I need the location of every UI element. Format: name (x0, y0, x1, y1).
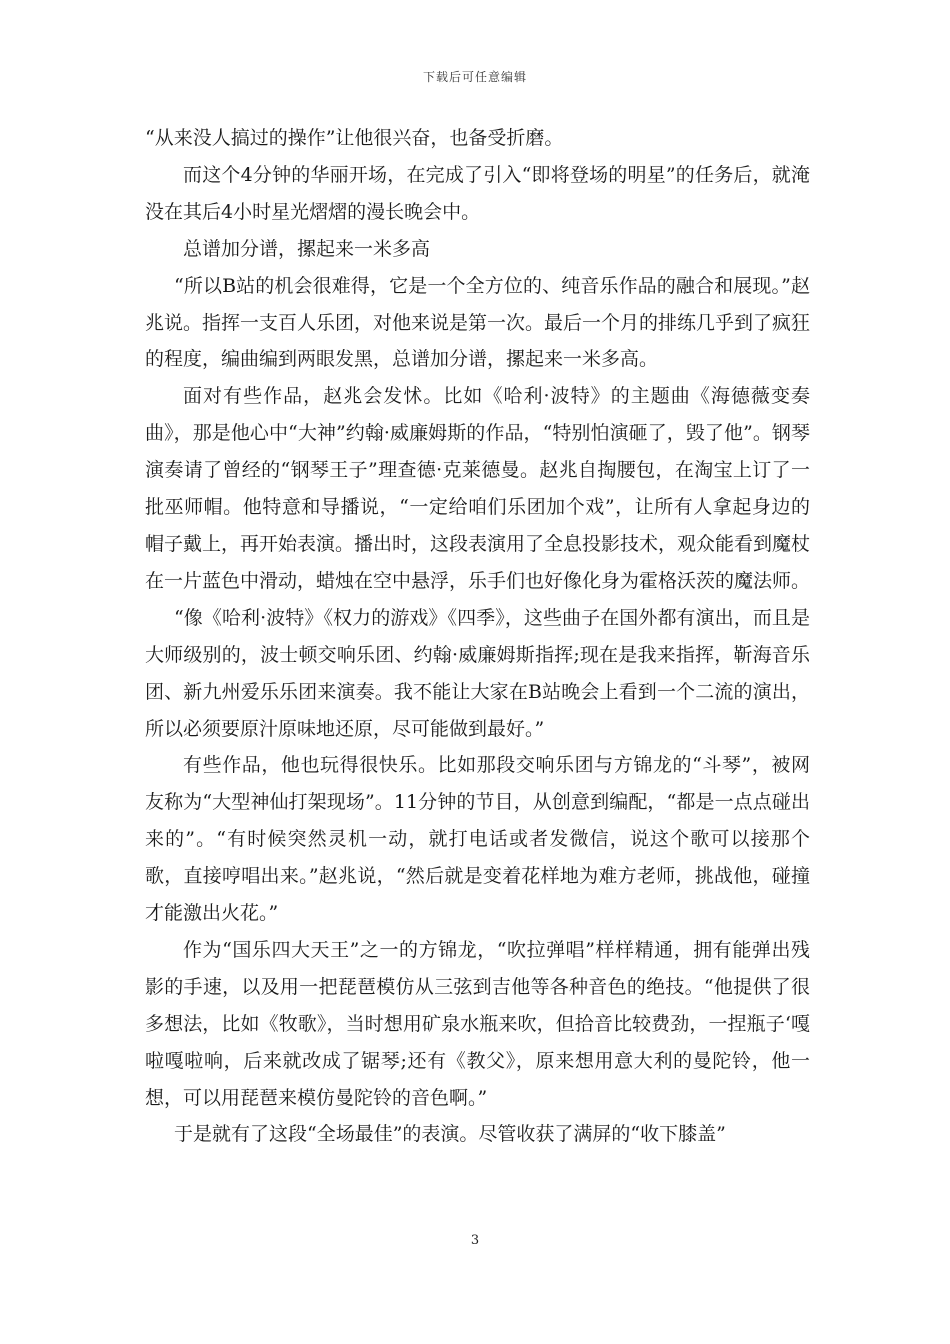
paragraph-7: 作为“国乐四大天王”之一的方锦龙，“吹拉弹唱”样样精通，拥有能弹出残影的手速，以及用一把琵琶模仿从三弦到吉他等各种音色的绝技。“他提供了很多想法，比如《牧歌》，当时想用矿泉水瓶来吹，但拾音比较费劲，一捏瓶子‘嘎啦嘎啦响，后来就改成了锯琴;还有《教父》，原来想用意大利的曼陀铃，他一想，可以用琵琶来模仿曼陀铃的音色啊。” (145, 938, 810, 1109)
paragraph-1: “从来没人搞过的操作”让他很兴奋，也备受折磨。 (145, 127, 564, 149)
paragraph-5: “像《哈利·波特》《权力的游戏》《四季》，这些曲子在国外都有演出，而且是大师级别的，波士顿交响乐团、约翰·威廉姆斯指挥;现在是我来指挥，靳海音乐团、新九州爱乐乐团来演奏。我不能让大家在B站晚会上看到一个二流的演出，所以必须要原汁原味地还原，尽可能做到最好。” (145, 606, 810, 740)
section-subheading: 总谱加分谱，摞起来一米多高 (183, 237, 431, 260)
paragraph-2: 而这个4分钟的华丽开场，在完成了引入“即将登场的明星”的任务后，就淹没在其后4小时星光熠熠的漫长晚会中。 (145, 163, 810, 223)
page-header: 下载后可任意编辑 (422, 70, 527, 84)
paragraph-3: “所以B站的机会很难得，它是一个全方位的、纯音乐作品的融合和展现。”赵兆说。指挥一支百人乐团，对他来说是第一次。最后一个月的排练几乎到了疯狂的程度，编曲编到两眼发黑，总谱加分谱，摞起来一米多高。 (145, 274, 811, 371)
paragraph-8: 于是就有了这段“全场最佳”的表演。尽管收获了满屏的“收下膝盖” (174, 1123, 726, 1146)
paragraph-6: 有些作品，他也玩得很快乐。比如那段交响乐团与方锦龙的“斗琴”，被网友称为“大型神仙打架现场”。11分钟的节目，从创意到编配，“都是一点点碰出来的”。“有时候突然灵机一动，就打电话或者发微信，说这个歌可以接那个歌，直接哼唱出来。”赵兆说，“然后就是变着花样地为难方老师，挑战他，碰撞才能激出火花。” (145, 754, 810, 925)
document-body (145, 120, 810, 1153)
paragraph-4: 面对有些作品，赵兆会发怵。比如《哈利·波特》的主题曲《海德薇变奏曲》，那是他心中“大神”约翰·威廉姆斯的作品，“特别怕演砸了，毁了他”。钢琴演奏请了曾经的“钢琴王子”理查德·克莱德曼。赵兆自掏腰包，在淘宝上订了一批巫师帽。他特意和导播说，“一定给咱们乐团加个戏”，让所有人拿起身边的帽子戴上，再开始表演。播出时，这段表演用了全息投影技术，观众能看到魔杖在一片蓝色中滑动，蜡烛在空中悬浮，乐手们也好像化身为霍格沃茨的魔法师。 (145, 385, 811, 592)
page-number: 3 (470, 1233, 480, 1248)
